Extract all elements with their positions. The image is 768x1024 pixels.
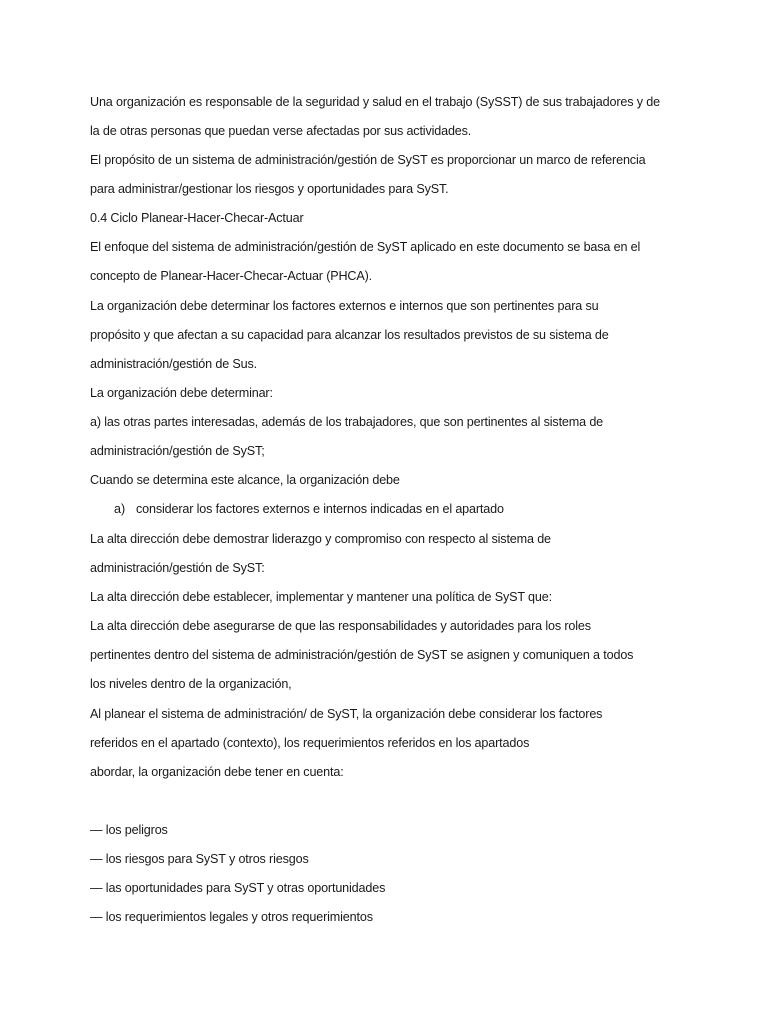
paragraph-line: El propósito de un sistema de administración/gestión de SyST es proporcionar un marco de referencia [90,153,646,167]
paragraph-line: para administrar/gestionar los riesgos y oportunidades para SyST. [90,182,449,196]
paragraph-line: La organización debe determinar los factores externos e internos que son pertinentes para su [90,299,599,313]
paragraph-line: la de otras personas que puedan verse afectadas por sus actividades. [90,124,472,138]
dash-list-item: — los peligros [90,823,168,837]
list-item-text: considerar los factores externos e internos indicadas en el apartado [136,502,504,516]
paragraph-line: los niveles dentro de la organización, [90,677,292,691]
paragraph-line: administración/gestión de SyST; [90,444,265,458]
dash-list-item: — las oportunidades para SyST y otras oportunidades [90,881,386,895]
paragraph-line: Cuando se determina este alcance, la organización debe [90,473,400,487]
section-heading: 0.4 Ciclo Planear-Hacer-Checar-Actuar [90,211,304,225]
paragraph-line: Al planear el sistema de administración/ de SyST, la organización debe considerar los factores [90,707,603,721]
dash-list-item: — los requerimientos legales y otros requerimientos [90,910,373,924]
paragraph-line: pertinentes dentro del sistema de administración/gestión de SyST se asignen y comuniquen a todos [90,648,634,662]
dash-list-item: — los riesgos para SyST y otros riesgos [90,852,309,866]
list-item-marker: a) [114,502,126,516]
paragraph-line: La alta dirección debe asegurarse de que las responsabilidades y autoridades para los roles [90,619,591,633]
paragraph-line: La organización debe determinar: [90,386,273,400]
paragraph-line: Una organización es responsable de la seguridad y salud en el trabajo (SySST) de sus trabajadores y de [90,95,660,109]
paragraph-line: concepto de Planear-Hacer-Checar-Actuar (PHCA). [90,269,373,283]
paragraph-line: a) las otras partes interesadas, además de los trabajadores, que son pertinentes al sistema de [90,415,604,429]
paragraph-line: La alta dirección debe establecer, implementar y mantener una política de SyST que: [90,590,552,604]
paragraph-line: propósito y que afectan a su capacidad para alcanzar los resultados previstos de su sistema de [90,328,609,342]
paragraph-line: referidos en el apartado (contexto), los requerimientos referidos en los apartados [90,736,530,750]
paragraph-line: administración/gestión de SyST: [90,561,265,575]
paragraph-line: abordar, la organización debe tener en cuenta: [90,765,344,779]
paragraph-line: El enfoque del sistema de administración/gestión de SyST aplicado en este documento se basa en el [90,240,641,254]
paragraph-line: administración/gestión de Sus. [90,357,258,371]
paragraph-line: La alta dirección debe demostrar liderazgo y compromiso con respecto al sistema de [90,532,551,546]
